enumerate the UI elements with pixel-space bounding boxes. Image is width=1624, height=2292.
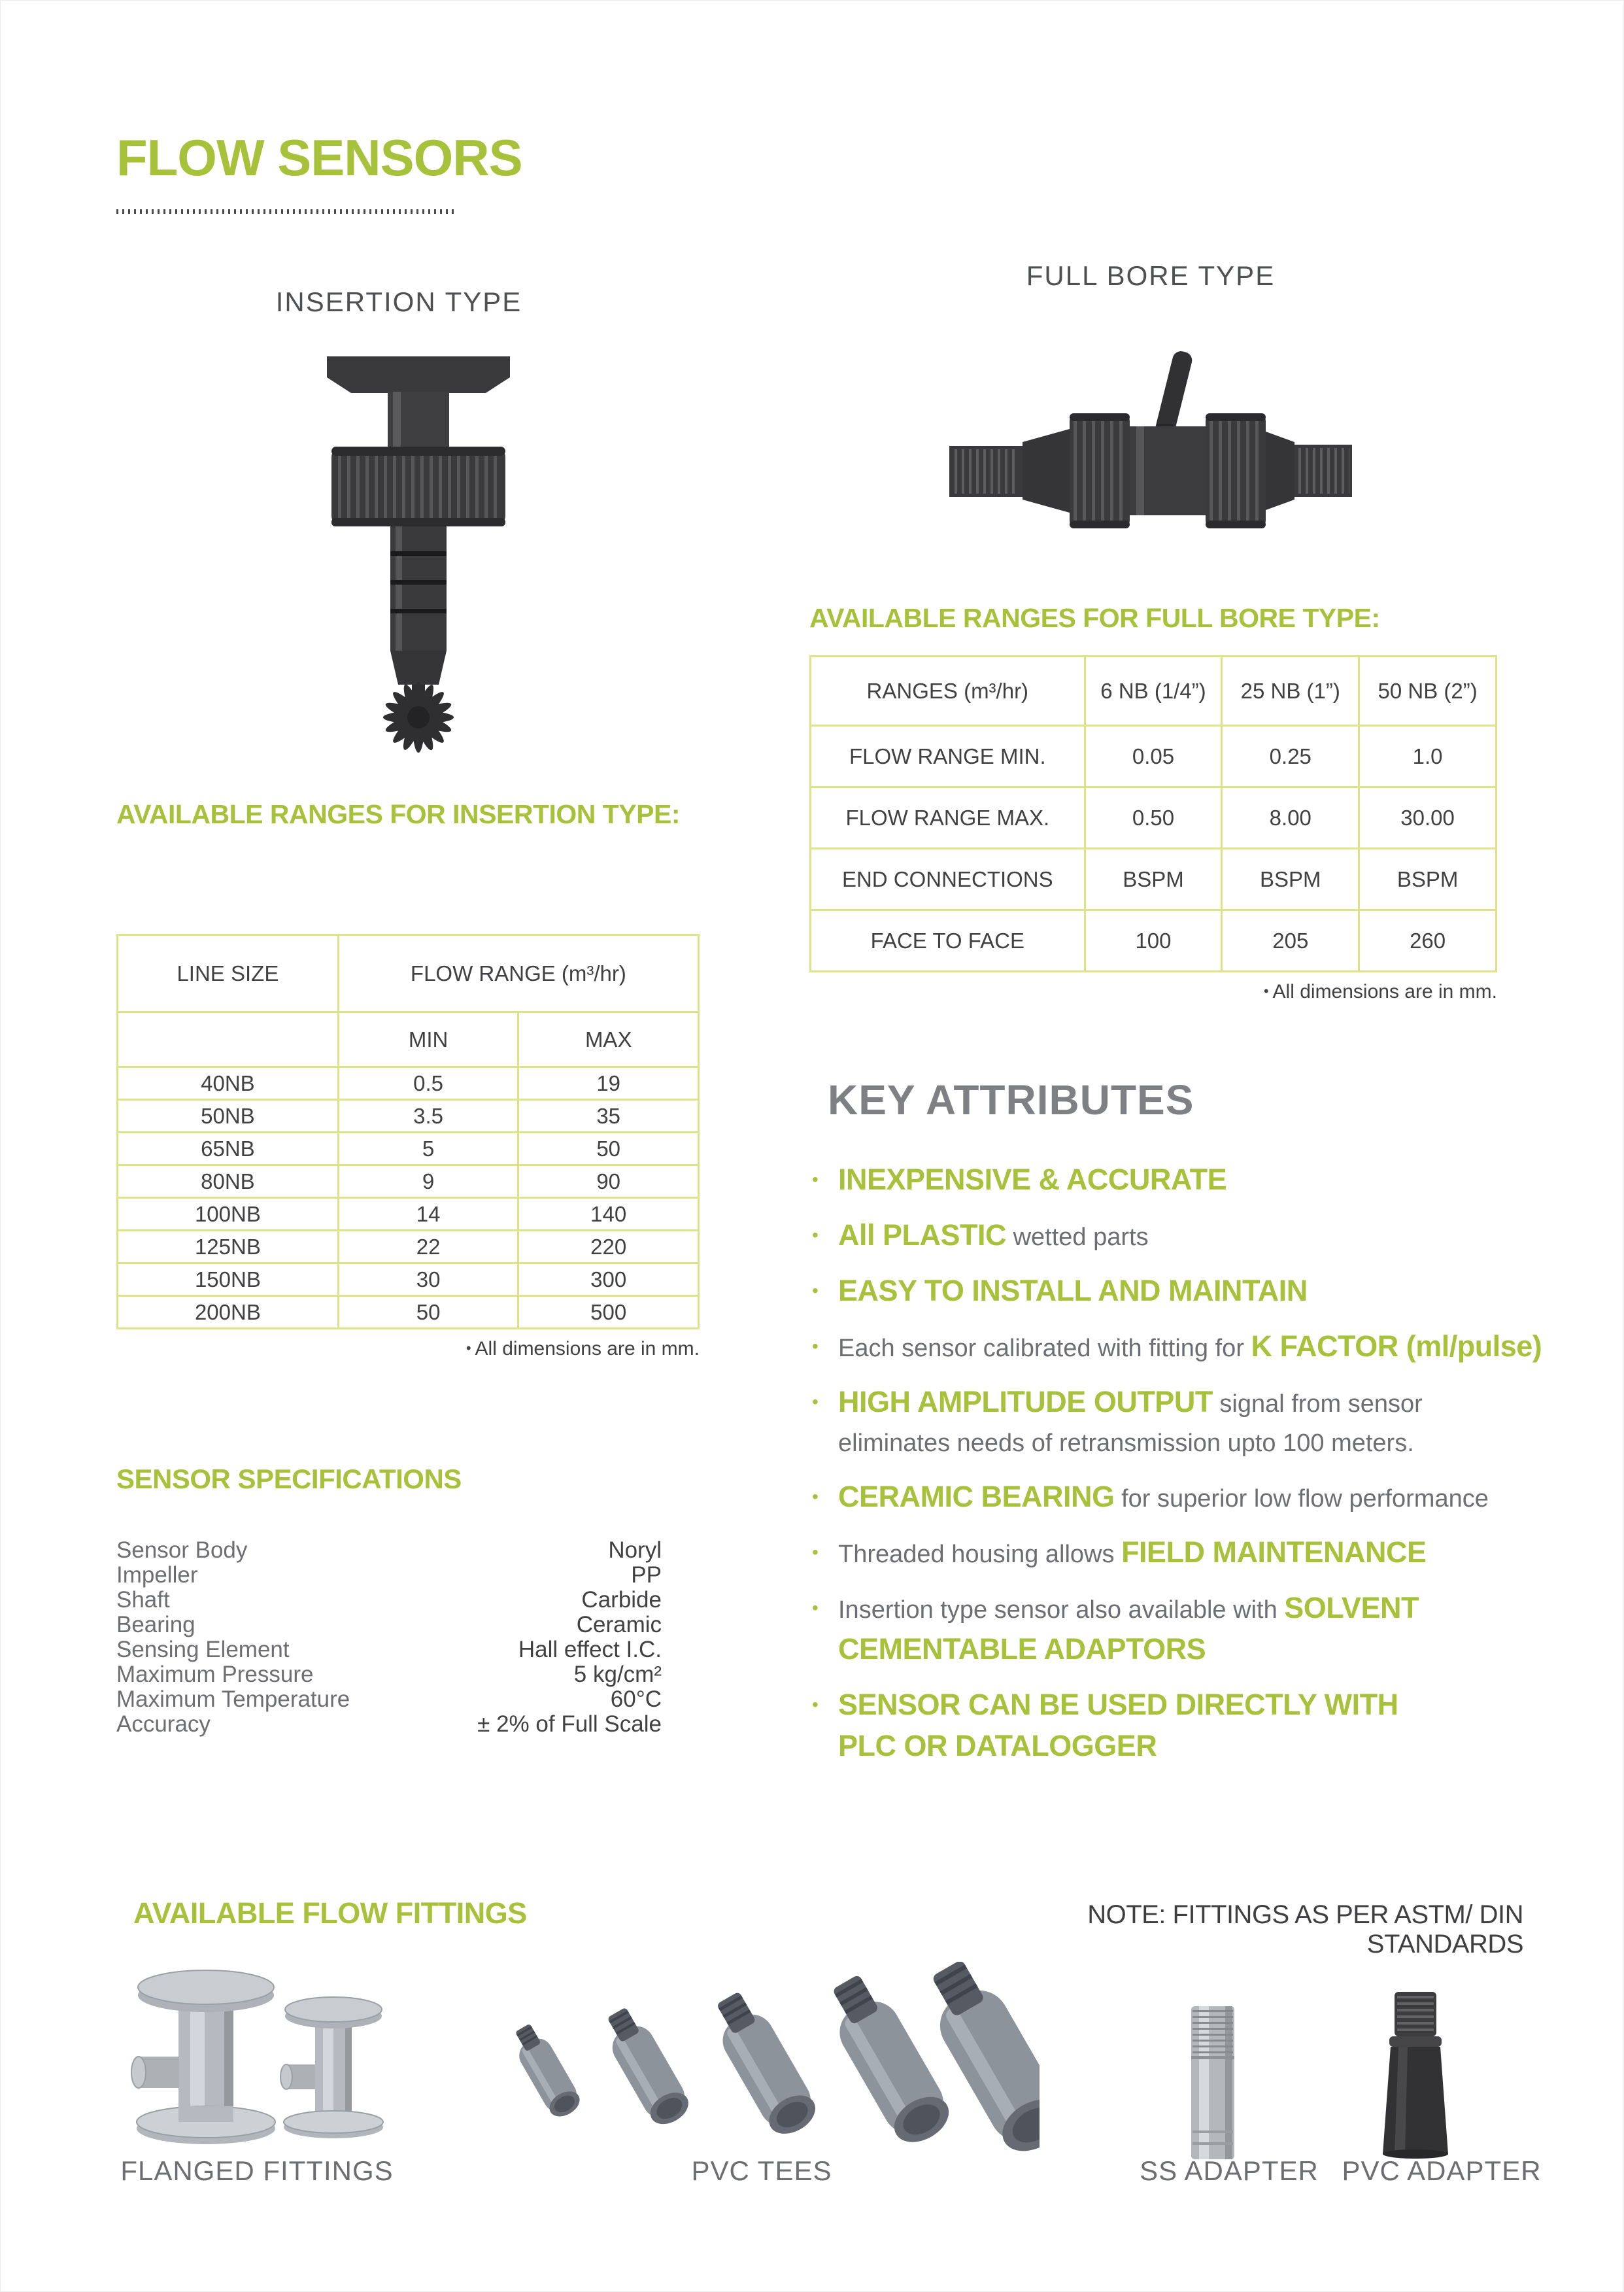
insertion-ranges-heading: AVAILABLE RANGES FOR INSERTION TYPE: xyxy=(116,799,681,829)
empty-cell xyxy=(118,1012,339,1067)
table-cell: BSPM xyxy=(1359,849,1497,910)
bullet-icon: • xyxy=(812,1542,819,1562)
spec-row xyxy=(116,1538,662,1563)
flow-range-header: FLOW RANGE (m³/hr) xyxy=(338,935,698,1012)
spec-label: Sensor Body xyxy=(116,1537,248,1563)
spec-label: Accuracy xyxy=(116,1711,211,1737)
spec-label: Maximum Temperature xyxy=(116,1686,350,1712)
table-row xyxy=(811,849,1497,910)
table-subheader-row xyxy=(118,1012,699,1067)
table-cell: 500 xyxy=(518,1296,699,1329)
attribute-text: Insertion type sensor also available with xyxy=(838,1596,1285,1624)
full-bore-ranges-table xyxy=(809,655,1497,972)
table-cell: 150NB xyxy=(118,1263,339,1296)
table-cell: 100 xyxy=(1085,910,1222,972)
attribute-text: signal from sensor xyxy=(1212,1390,1423,1418)
spec-value: Noryl xyxy=(608,1537,662,1563)
key-attribute-item xyxy=(811,1163,1624,1204)
table-cell: 205 xyxy=(1222,910,1359,972)
key-attributes-title: KEY ATTRIBUTES xyxy=(828,1076,1194,1123)
insertion-sensor-image xyxy=(278,330,559,755)
note-bullet-icon: • xyxy=(465,1340,471,1356)
key-attribute-item xyxy=(811,1385,1624,1465)
full-bore-sensor-image xyxy=(941,307,1360,582)
table-row xyxy=(118,1296,699,1329)
key-attribute-item xyxy=(811,1329,1624,1371)
table-cell: 0.05 xyxy=(1085,726,1222,787)
pvc-adapter-label: PVC ADAPTER xyxy=(1342,2155,1542,2186)
spec-row xyxy=(116,1637,662,1662)
full-bore-table-body xyxy=(811,657,1497,972)
attribute-text: FIELD MAINTENANCE xyxy=(1121,1535,1427,1569)
ss-adapter-label: SS ADAPTER xyxy=(1140,2155,1319,2186)
attribute-text: All PLASTIC xyxy=(838,1218,1007,1252)
full-bore-ranges-heading: AVAILABLE RANGES FOR FULL BORE TYPE: xyxy=(809,603,1380,633)
key-attribute-item xyxy=(811,1480,1624,1521)
pvc-tees-image xyxy=(497,1962,1040,2158)
table-cell: 125NB xyxy=(118,1231,339,1263)
pvc-tees-illustration xyxy=(497,1962,1040,2158)
flanged-fittings-label: FLANGED FITTINGS xyxy=(120,2155,394,2186)
table-cell: 30.00 xyxy=(1359,787,1497,849)
attribute-text: for superior low flow performance xyxy=(1114,1485,1489,1513)
sensor-specifications-list xyxy=(116,1538,662,1737)
flanged-fittings-image xyxy=(124,1958,399,2161)
key-attribute-item xyxy=(811,1218,1624,1259)
pvc-adapter-illustration xyxy=(1376,1988,1455,2164)
table-row xyxy=(811,726,1497,787)
table-row xyxy=(118,1198,699,1231)
spec-value: 5 kg/cm² xyxy=(573,1662,662,1687)
table-row xyxy=(118,1165,699,1198)
ss-adapter-image xyxy=(1177,2001,1249,2164)
spec-row xyxy=(116,1687,662,1712)
fittings-standards-note: NOTE: FITTINGS AS PER ASTM/ DIN STANDARDS xyxy=(1087,1900,1523,1958)
bullet-icon: • xyxy=(812,1392,819,1412)
table-cell: 260 xyxy=(1359,910,1497,972)
table-cell: 0.5 xyxy=(338,1067,518,1100)
spec-value: Carbide xyxy=(581,1587,662,1613)
flow-fittings-heading: AVAILABLE FLOW FITTINGS xyxy=(133,1896,527,1930)
table-row xyxy=(118,1100,699,1133)
bullet-icon: • xyxy=(812,1280,819,1301)
bullet-icon: • xyxy=(812,1694,819,1715)
spec-row xyxy=(116,1588,662,1613)
table-cell: 100NB xyxy=(118,1198,339,1231)
table-row xyxy=(118,1067,699,1100)
attribute-text: EASY TO INSTALL AND MAINTAIN xyxy=(838,1274,1308,1307)
table-cell: 1.0 xyxy=(1359,726,1497,787)
table-cell: 9 xyxy=(338,1165,518,1198)
spec-label: Maximum Pressure xyxy=(116,1662,314,1687)
attribute-text: Threaded housing allows xyxy=(838,1541,1122,1568)
bullet-icon: • xyxy=(812,1486,819,1507)
ss-adapter-illustration xyxy=(1177,2001,1249,2164)
row-label-cell: FACE TO FACE xyxy=(811,910,1085,972)
spec-value: Hall effect I.C. xyxy=(518,1637,662,1662)
table-cell: BSPM xyxy=(1222,849,1359,910)
attribute-text: Each sensor calibrated with fitting for xyxy=(838,1335,1251,1362)
table-cell: 19 xyxy=(518,1067,699,1100)
table-cell: BSPM xyxy=(1085,849,1222,910)
table-cell: 200NB xyxy=(118,1296,339,1329)
table-cell: 0.50 xyxy=(1085,787,1222,849)
max-header: MAX xyxy=(518,1012,699,1067)
spec-value: 60°C xyxy=(610,1686,662,1712)
insertion-ranges-table xyxy=(116,934,700,1329)
bullet-icon: • xyxy=(812,1336,819,1356)
table-cell: 35 xyxy=(518,1100,699,1133)
attribute-text: CEMENTABLE ADAPTORS xyxy=(838,1632,1206,1666)
key-attributes-list xyxy=(811,1163,1624,1785)
note-text: All dimensions are in mm. xyxy=(1272,981,1497,1002)
row-label-cell: FLOW RANGE MAX. xyxy=(811,787,1085,849)
pvc-tees-label: PVC TEES xyxy=(691,2155,832,2186)
sensor-specifications-heading: SENSOR SPECIFICATIONS xyxy=(116,1463,462,1494)
spec-label: Sensing Element xyxy=(116,1637,290,1662)
spec-label: Impeller xyxy=(116,1562,198,1588)
key-attribute-item xyxy=(811,1688,1624,1770)
table-cell: 22 xyxy=(338,1231,518,1263)
full-bore-dims-note xyxy=(809,981,1497,1003)
table-cell: 300 xyxy=(518,1263,699,1296)
table-cell: 8.00 xyxy=(1222,787,1359,849)
spec-label: Shaft xyxy=(116,1587,170,1613)
table-row xyxy=(811,910,1497,972)
table-cell: 0.25 xyxy=(1222,726,1359,787)
table-row xyxy=(118,1231,699,1263)
attribute-text: K FACTOR (ml/pulse) xyxy=(1251,1329,1542,1363)
column-header: 50 NB (2”) xyxy=(1359,657,1497,726)
column-header: 25 NB (1”) xyxy=(1222,657,1359,726)
row-label-cell: END CONNECTIONS xyxy=(811,849,1085,910)
attribute-text: INEXPENSIVE & ACCURATE xyxy=(838,1163,1227,1196)
spec-label: Bearing xyxy=(116,1612,195,1637)
attribute-text: HIGH AMPLITUDE OUTPUT xyxy=(838,1385,1213,1418)
table-cell: 50 xyxy=(518,1133,699,1165)
table-row xyxy=(118,1133,699,1165)
column-header: RANGES (m³/hr) xyxy=(811,657,1085,726)
spec-row xyxy=(116,1662,662,1687)
insertion-sensor-illustration xyxy=(278,330,559,755)
table-cell: 90 xyxy=(518,1165,699,1198)
attribute-text: wetted parts xyxy=(1006,1223,1149,1251)
key-attribute-item xyxy=(811,1535,1624,1577)
table-cell: 50NB xyxy=(118,1100,339,1133)
spec-row xyxy=(116,1712,662,1737)
attribute-text: CERAMIC BEARING xyxy=(838,1480,1115,1513)
title-dotted-rule xyxy=(116,209,458,214)
table-header-row xyxy=(118,935,699,1012)
bullet-icon: • xyxy=(812,1598,819,1618)
attribute-text: SENSOR CAN BE USED DIRECTLY WITH xyxy=(838,1688,1398,1721)
bullet-icon: • xyxy=(812,1169,819,1189)
table-cell: 30 xyxy=(338,1263,518,1296)
table-row xyxy=(811,787,1497,849)
attribute-text: PLC OR DATALOGGER xyxy=(838,1729,1157,1762)
table-cell: 5 xyxy=(338,1133,518,1165)
table-cell: 50 xyxy=(338,1296,518,1329)
table-cell: 65NB xyxy=(118,1133,339,1165)
table-cell: 80NB xyxy=(118,1165,339,1198)
flanged-fittings-illustration xyxy=(124,1958,399,2161)
page-title: FLOW SENSORS xyxy=(116,129,522,186)
table-header-row xyxy=(811,657,1497,726)
spec-row xyxy=(116,1563,662,1588)
table-cell: 220 xyxy=(518,1231,699,1263)
attribute-text: SOLVENT xyxy=(1284,1591,1419,1624)
table-row xyxy=(118,1263,699,1296)
table-cell: 140 xyxy=(518,1198,699,1231)
column-header: 6 NB (1/4”) xyxy=(1085,657,1222,726)
key-attribute-item xyxy=(811,1274,1624,1315)
pvc-adapter-image xyxy=(1376,1988,1455,2164)
attribute-text: eliminates needs of retransmission upto 100 meters. xyxy=(838,1429,1414,1457)
spec-row xyxy=(116,1613,662,1637)
insertion-table-body xyxy=(118,935,699,1329)
full-bore-sensor-illustration xyxy=(941,307,1360,582)
table-cell: 14 xyxy=(338,1198,518,1231)
table-cell: 3.5 xyxy=(338,1100,518,1133)
min-header: MIN xyxy=(338,1012,518,1067)
line-size-header: LINE SIZE xyxy=(118,935,339,1012)
table-cell: 40NB xyxy=(118,1067,339,1100)
row-label-cell: FLOW RANGE MIN. xyxy=(811,726,1085,787)
bullet-icon: • xyxy=(812,1225,819,1245)
note-bullet-icon: • xyxy=(1263,983,1269,999)
insertion-type-label: INSERTION TYPE xyxy=(275,286,522,317)
spec-value: Ceramic xyxy=(576,1612,662,1637)
spec-value: PP xyxy=(631,1562,662,1588)
spec-value: ± 2% of Full Scale xyxy=(477,1711,662,1737)
insertion-dims-note xyxy=(116,1338,700,1360)
key-attribute-item xyxy=(811,1591,1624,1673)
note-text: All dimensions are in mm. xyxy=(475,1338,700,1360)
full-bore-type-label: FULL BORE TYPE xyxy=(1026,260,1276,291)
